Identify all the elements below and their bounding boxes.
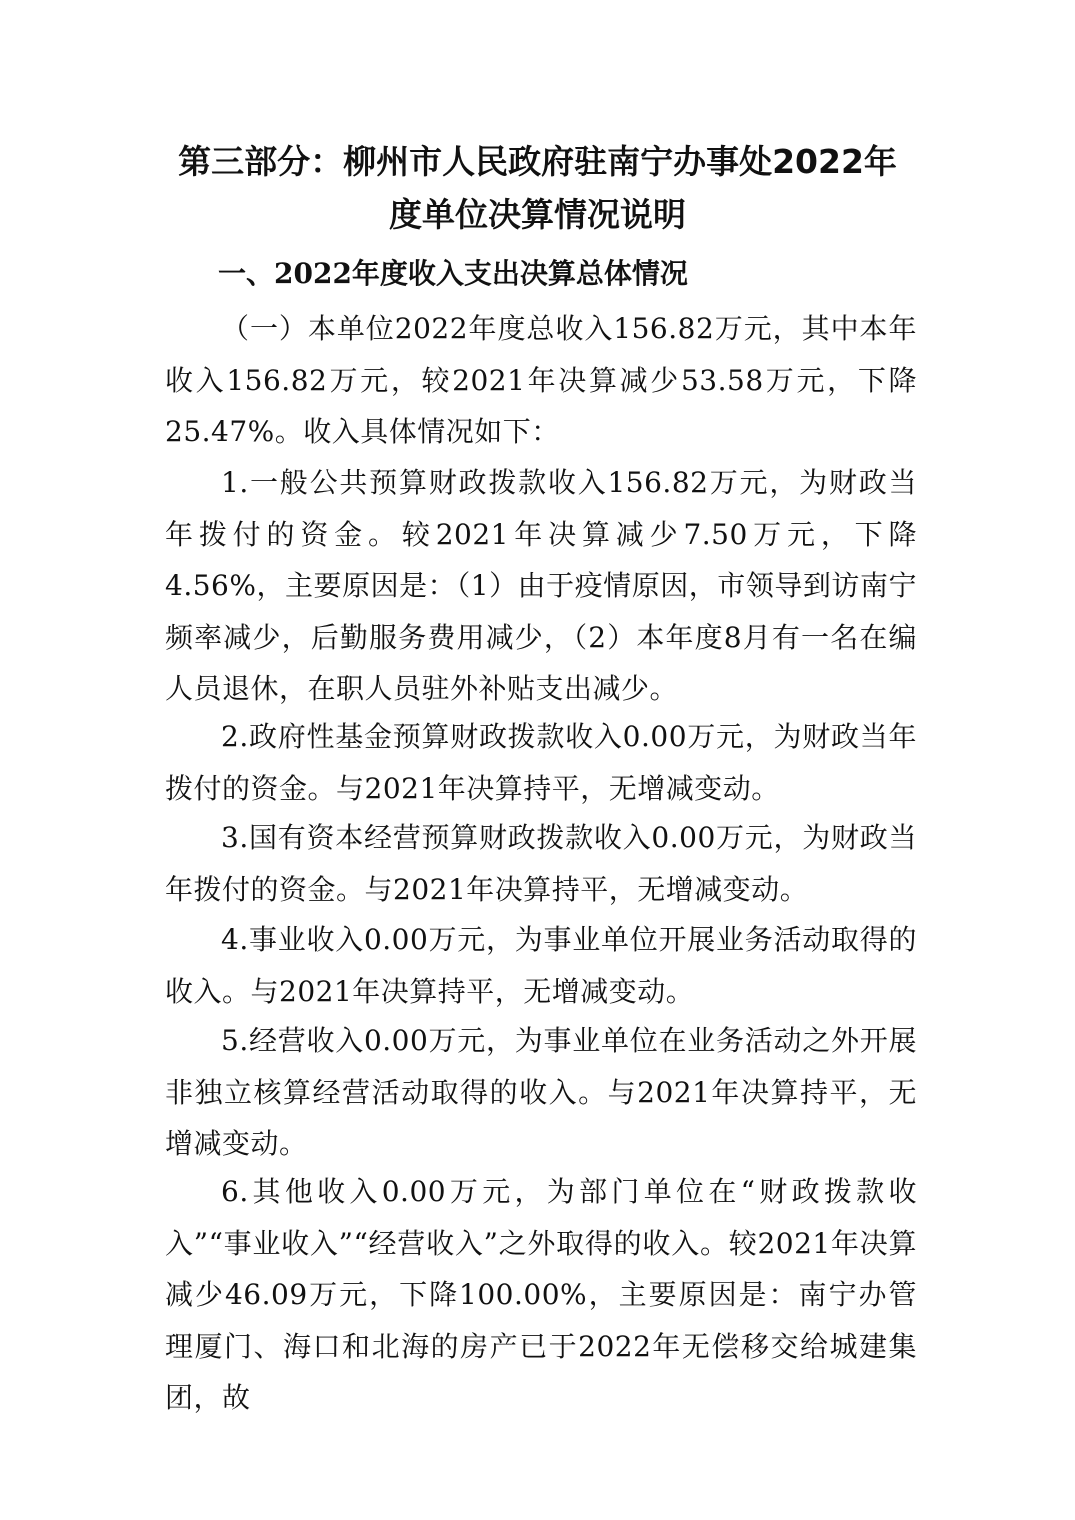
paragraph-other-income: 6.其他收入0.00万元，为部门单位在“财政拨款收入”“事业收入”“经营收入”之外取得的收入。较2021年决算减少46.09万元，下降100.00%，主要原因是：南宁办管理厦门、海口和北海的房产已于2022年无偿移交给城建集团，故 bbox=[165, 1175, 917, 1414]
paragraph-state-capital-income: 3.国有资本经营预算财政拨款收入0.00万元，为财政当年拨付的资金。与2021年决算持平，无增减变动。 bbox=[165, 821, 917, 906]
paragraph-general-budget-income: 1.一般公共预算财政拨款收入156.82万元，为财政当年拨付的资金。较2021年决算减少7.50万元，下降4.56%，主要原因是：（1）由于疫情原因，市领导到访南宁频率减少，后勤服务费用减少，（2）本年度8月有一名在编人员退休，在职人员驻外补贴支出减少。 bbox=[165, 466, 917, 705]
document-title-line-2: 度单位决算情况说明 bbox=[389, 195, 686, 234]
paragraph-government-fund-income: 2.政府性基金预算财政拨款收入0.00万元，为财政当年拨付的资金。与2021年决算持平，无增减变动。 bbox=[165, 720, 917, 805]
paragraph-total-income: （一）本单位2022年度总收入156.82万元，其中本年收入156.82万元，较2021年决算减少53.58万元，下降25.47%。收入具体情况如下： bbox=[165, 312, 917, 448]
document-title-line-1: 第三部分：柳州市人民政府驻南宁办事处2022年 bbox=[178, 142, 897, 181]
paragraph-business-income: 4.事业收入0.00万元，为事业单位开展业务活动取得的收入。与2021年决算持平，无增减变动。 bbox=[165, 923, 917, 1008]
paragraph-operating-income: 5.经营收入0.00万元，为事业单位在业务活动之外开展非独立核算经营活动取得的收入。与2021年决算持平，无增减变动。 bbox=[165, 1024, 917, 1160]
section-heading: 一、2022年度收入支出决算总体情况 bbox=[218, 257, 688, 290]
